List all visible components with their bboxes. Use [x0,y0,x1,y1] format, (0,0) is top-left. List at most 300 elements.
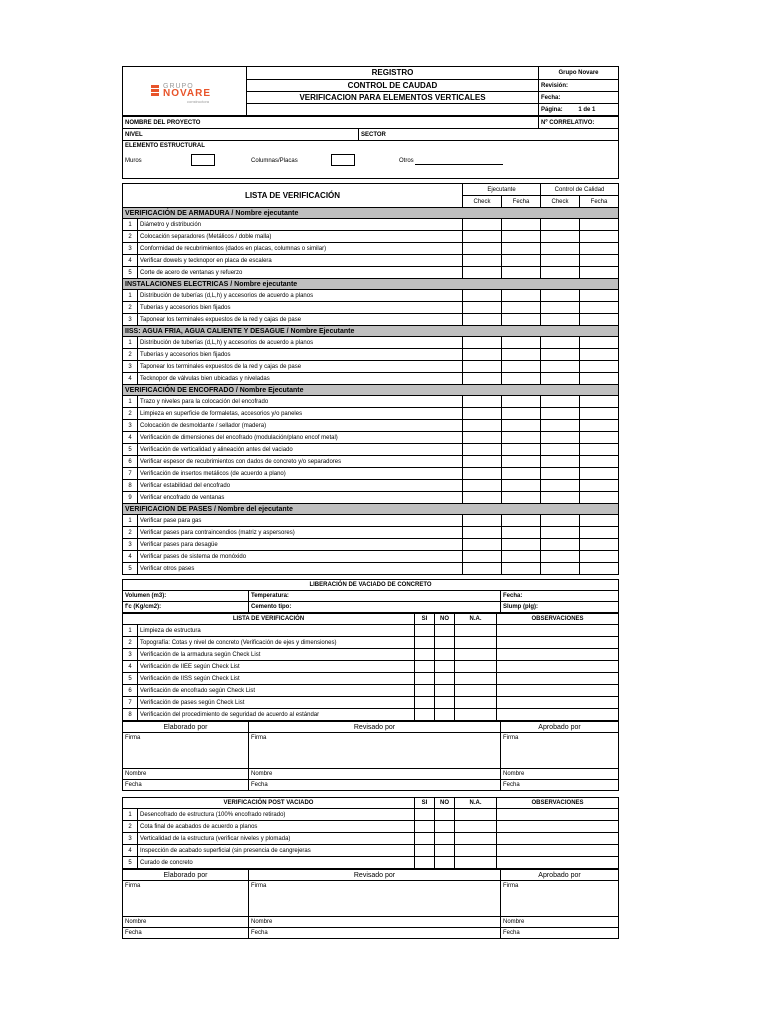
firma-label: Firma [251,735,267,741]
qc-check-cell[interactable] [541,255,580,267]
fecha-aprobado[interactable]: Fecha [501,780,619,791]
qc-fecha-cell[interactable] [580,349,619,361]
qc-fecha-cell[interactable] [580,337,619,349]
sector-label: SECTOR [359,129,619,141]
item-description: Inspección de acabado superficial (sin presencia de cangrejeras [138,845,415,857]
item-description: Tuberías y accesorios bien fijados [138,302,463,314]
si-cell[interactable] [415,673,435,685]
qc-check-cell[interactable] [541,468,580,480]
checklist-row [123,492,619,504]
item-description: Colocación separadores (Metálicos / doble malla) [138,231,463,243]
item-number: 5 [123,857,138,869]
qc-check-cell[interactable] [541,444,580,456]
lib-fecha-label: Fecha: [501,591,619,602]
ejec-check-cell[interactable] [463,551,502,563]
item-description: Verificar pases para desagüe [138,539,463,551]
item-description: Tecknopor de válvulas bien ubicadas y niveladas [138,373,463,385]
pagina-cell [539,104,619,116]
checklist-row [123,255,619,267]
no-cell[interactable] [435,673,455,685]
verification-row [123,637,619,649]
item-description: Limpieza de estructura [138,625,415,637]
item-description: Verificar pases de sistema de monóxido [138,551,463,563]
checklist-row [123,563,619,575]
si-cell[interactable] [415,845,435,857]
slump-label: Slump (plg): [501,602,619,613]
lib-obs-header: OBSERVACIONES [497,614,619,625]
ejec-check-cell[interactable] [463,396,502,408]
si-cell[interactable] [415,637,435,649]
ejec-check-cell[interactable] [463,527,502,539]
nombre-revisado[interactable]: Nombre [249,917,501,928]
checklist-row [123,349,619,361]
verification-row [123,661,619,673]
ejec-fecha-cell[interactable] [502,492,541,504]
ejec-check-cell[interactable] [463,302,502,314]
item-description: Verificación del procedimiento de seguridad de acuerdo al estándar [138,709,415,721]
firma-revisado[interactable] [249,881,501,917]
qc-check-cell[interactable] [541,456,580,468]
na-cell[interactable] [455,649,497,661]
ejecutante-header: Ejecutante [463,184,541,196]
na-cell[interactable] [455,685,497,697]
fecha-aprobado[interactable]: Fecha [501,928,619,939]
quality-control-form [122,66,618,939]
si-cell[interactable] [415,685,435,697]
qc-check-cell[interactable] [541,243,580,255]
item-number: 7 [123,468,138,480]
item-number: 5 [123,563,138,575]
ejec-check-cell[interactable] [463,539,502,551]
checklist-row [123,337,619,349]
item-description: Verificación de verticalidad y alineación antes del vaciado [138,444,463,456]
item-number: 2 [123,349,138,361]
section-title: IISS: AGUA FRIA, AGUA CALIENTE Y DESAGUE / Nombre Ejecutante [123,326,619,337]
item-number: 1 [123,809,138,821]
qc-fecha-cell[interactable] [580,444,619,456]
ejec-check-cell[interactable] [463,290,502,302]
checklist-row [123,432,619,444]
qc-fecha-cell[interactable] [580,456,619,468]
item-number: 1 [123,396,138,408]
ejec-check-cell[interactable] [463,432,502,444]
item-description: Verificación de encofrado según Check List [138,685,415,697]
revisado-label: Revisado por [249,722,501,733]
item-number: 8 [123,709,138,721]
item-description: Verificación de IIEE según Check List [138,661,415,673]
item-number: 5 [123,444,138,456]
qc-check-header: Check [541,196,580,208]
qc-fecha-cell[interactable] [580,480,619,492]
ejec-check-cell[interactable] [463,361,502,373]
post-si-header: SI [415,798,435,809]
ejec-check-cell[interactable] [463,337,502,349]
observaciones-cell[interactable] [497,857,619,869]
checklist-row [123,551,619,563]
na-cell[interactable] [455,661,497,673]
no-cell[interactable] [435,845,455,857]
item-number: 8 [123,480,138,492]
fecha-revisado[interactable]: Fecha [249,780,501,791]
nombre-aprobado[interactable]: Nombre [501,917,619,928]
item-number: 4 [123,661,138,673]
qc-fecha-cell[interactable] [580,515,619,527]
aprobado-label: Aprobado por [501,722,619,733]
firma-label: Firma [503,883,519,889]
ejec-check-cell[interactable] [463,255,502,267]
ejec-fecha-cell[interactable] [502,444,541,456]
item-number: 5 [123,267,138,279]
ejec-fecha-cell[interactable] [502,231,541,243]
ejec-fecha-cell[interactable] [502,290,541,302]
qc-check-cell[interactable] [541,314,580,326]
qc-fecha-cell[interactable] [580,527,619,539]
qc-check-cell[interactable] [541,337,580,349]
qc-fecha-cell[interactable] [580,492,619,504]
verification-row [123,625,619,637]
ejec-check-cell[interactable] [463,420,502,432]
qc-check-cell[interactable] [541,563,580,575]
na-cell[interactable] [455,697,497,709]
observaciones-cell[interactable] [497,649,619,661]
item-number: 3 [123,649,138,661]
section-title: VERIFICACIÓN DE ARMADURA / Nombre ejecutante [123,208,619,219]
firma-elaborado[interactable] [123,881,249,917]
verification-row [123,673,619,685]
elaborado-label: Elaborado por [123,722,249,733]
qc-fecha-cell[interactable] [580,539,619,551]
qc-check-cell[interactable] [541,420,580,432]
item-number: 4 [123,373,138,385]
section-title: VERIFICACIÓN DE ENCOFRADO / Nombre Ejecutante [123,385,619,396]
item-number: 4 [123,255,138,267]
verification-row [123,833,619,845]
ejec-fecha-cell[interactable] [502,267,541,279]
lib-no-header: NO [435,614,455,625]
no-cell[interactable] [435,809,455,821]
item-number: 3 [123,420,138,432]
checklist-row [123,290,619,302]
no-cell[interactable] [435,625,455,637]
qc-fecha-cell[interactable] [580,408,619,420]
ejec-check-cell[interactable] [463,515,502,527]
na-cell[interactable] [455,809,497,821]
section-header [123,208,619,219]
ejec-fecha-cell[interactable] [502,480,541,492]
ejec-fecha-cell[interactable] [502,551,541,563]
na-cell[interactable] [455,625,497,637]
item-number: 3 [123,539,138,551]
ejec-check-cell[interactable] [463,314,502,326]
qc-check-cell[interactable] [541,539,580,551]
ejec-check-cell[interactable] [463,231,502,243]
na-cell[interactable] [455,857,497,869]
ejec-check-cell[interactable] [463,243,502,255]
firma-aprobado[interactable] [501,733,619,769]
item-description: Verificación de IISS según Check List [138,673,415,685]
ejec-fecha-cell[interactable] [502,456,541,468]
ejec-fecha-cell[interactable] [502,420,541,432]
na-cell[interactable] [455,821,497,833]
qc-check-cell[interactable] [541,515,580,527]
post-na-header: N.A. [455,798,497,809]
qc-fecha-cell[interactable] [580,396,619,408]
qc-fecha-cell[interactable] [580,563,619,575]
qc-check-cell[interactable] [541,408,580,420]
item-description: Tuberías y accesorios bien fijados [138,349,463,361]
ejec-fecha-cell[interactable] [502,468,541,480]
ejec-fecha-cell[interactable] [502,539,541,551]
observaciones-cell[interactable] [497,625,619,637]
no-cell[interactable] [435,685,455,697]
qc-fecha-cell[interactable] [580,255,619,267]
section-header [123,385,619,396]
temperatura-label: Temperatura: [249,591,501,602]
qc-check-cell[interactable] [541,361,580,373]
elemento-label: ELEMENTO ESTRUCTURAL [125,143,205,149]
fecha-label: Fecha: [539,92,619,104]
fecha-elaborado[interactable]: Fecha [123,780,249,791]
qc-fecha-cell[interactable] [580,219,619,231]
si-cell[interactable] [415,661,435,673]
si-cell[interactable] [415,625,435,637]
proyecto-label: NOMBRE DEL PROYECTO [123,117,539,129]
ejec-check-cell[interactable] [463,219,502,231]
item-description: Corte de acero de ventanas y refuerzo [138,267,463,279]
qc-check-cell[interactable] [541,432,580,444]
item-number: 7 [123,697,138,709]
item-number: 1 [123,625,138,637]
cemento-label: Cemento tipo: [249,602,501,613]
qc-fecha-cell[interactable] [580,231,619,243]
columnas-checkbox[interactable] [331,154,355,166]
lib-na-header: N.A. [455,614,497,625]
observaciones-cell[interactable] [497,673,619,685]
signature-table-2 [122,869,619,939]
ejec-fecha-cell[interactable] [502,373,541,385]
post-title: VERIFICACIÓN POST VACIADO [123,798,415,809]
si-cell[interactable] [415,833,435,845]
na-cell[interactable] [455,845,497,857]
qc-fecha-cell[interactable] [580,302,619,314]
qc-check-cell[interactable] [541,267,580,279]
qc-check-cell[interactable] [541,551,580,563]
section-header [123,326,619,337]
verification-row [123,809,619,821]
na-cell[interactable] [455,833,497,845]
item-number: 2 [123,637,138,649]
item-description: Verticalidad de la estructura (verificar niveles y plomada) [138,833,415,845]
item-description: Verificar otros pases [138,563,463,575]
qc-check-cell[interactable] [541,349,580,361]
ejec-check-cell[interactable] [463,408,502,420]
ejec-check-cell[interactable] [463,373,502,385]
nombre-aprobado[interactable]: Nombre [501,769,619,780]
qc-fecha-header: Fecha [580,196,619,208]
ejec-check-cell[interactable] [463,444,502,456]
muros-checkbox[interactable] [191,154,215,166]
item-number: 1 [123,290,138,302]
verification-row [123,649,619,661]
firma-elaborado[interactable] [123,733,249,769]
ejec-check-cell[interactable] [463,468,502,480]
checklist-row [123,314,619,326]
item-description: Desencofrado de estructura (100% encofrado retirado) [138,809,415,821]
ejec-check-cell[interactable] [463,480,502,492]
item-description: Diámetro y distribución [138,219,463,231]
ejec-check-cell[interactable] [463,267,502,279]
observaciones-cell[interactable] [497,833,619,845]
no-cell[interactable] [435,649,455,661]
item-number: 2 [123,408,138,420]
observaciones-cell[interactable] [497,709,619,721]
ejec-fecha-cell[interactable] [502,563,541,575]
si-cell[interactable] [415,649,435,661]
section-title: VERIFICACION DE PASES / Nombre del ejecutante [123,504,619,515]
item-description: Trazo y niveles para la colocación del encofrado [138,396,463,408]
qc-check-cell[interactable] [541,527,580,539]
qc-fecha-cell[interactable] [580,243,619,255]
observaciones-cell[interactable] [497,637,619,649]
logo-text-novare: NOVARE [163,88,212,99]
qc-fecha-cell[interactable] [580,314,619,326]
checklist-row [123,444,619,456]
ejec-fecha-cell[interactable] [502,337,541,349]
firma-aprobado[interactable] [501,881,619,917]
ejec-fecha-cell[interactable] [502,361,541,373]
item-description: Topografía: Cotas y nivel de concreto (Verificación de ejes y dimensiones) [138,637,415,649]
qc-fecha-cell[interactable] [580,267,619,279]
checklist-row [123,515,619,527]
ejec-fecha-cell[interactable] [502,219,541,231]
qc-check-cell[interactable] [541,373,580,385]
firma-label: Firma [251,883,267,889]
na-cell[interactable] [455,709,497,721]
fc-label: f'c (Kg/cm2): [123,602,249,613]
ejec-fecha-cell[interactable] [502,255,541,267]
no-cell[interactable] [435,821,455,833]
ejec-fecha-cell[interactable] [502,302,541,314]
no-cell[interactable] [435,637,455,649]
item-description: Colocación de desmoldante / sellador (madera) [138,420,463,432]
item-description: Limpieza en superficie de formaletas, accesorios y/o paneles [138,408,463,420]
si-cell[interactable] [415,809,435,821]
checklist-row [123,302,619,314]
na-cell[interactable] [455,637,497,649]
ejec-check-cell[interactable] [463,349,502,361]
muros-label: Muros [125,158,142,164]
company-logo [123,67,247,116]
si-cell[interactable] [415,697,435,709]
firma-revisado[interactable] [249,733,501,769]
nombre-revisado[interactable]: Nombre [249,769,501,780]
si-cell[interactable] [415,821,435,833]
ejec-check-cell[interactable] [463,492,502,504]
no-cell[interactable] [435,857,455,869]
ejec-check-cell[interactable] [463,456,502,468]
signature-table-1 [122,721,619,791]
qc-check-cell[interactable] [541,290,580,302]
lib-list-title: LISTA DE VERIFICACIÓN [123,614,415,625]
no-cell[interactable] [435,661,455,673]
otros-field[interactable] [415,156,503,165]
no-cell[interactable] [435,709,455,721]
fecha-elaborado[interactable]: Fecha [123,928,249,939]
ejec-fecha-cell[interactable] [502,515,541,527]
section-header [123,279,619,290]
item-number: 4 [123,845,138,857]
si-cell[interactable] [415,857,435,869]
si-cell[interactable] [415,709,435,721]
fecha-revisado[interactable]: Fecha [249,928,501,939]
observaciones-cell[interactable] [497,821,619,833]
na-cell[interactable] [455,673,497,685]
nombre-elaborado[interactable]: Nombre [123,769,249,780]
checklist-row [123,480,619,492]
observaciones-cell[interactable] [497,661,619,673]
no-cell[interactable] [435,697,455,709]
checklist-table [122,183,619,575]
ejec-fecha-cell[interactable] [502,396,541,408]
verification-row [123,685,619,697]
observaciones-cell[interactable] [497,697,619,709]
checklist-row [123,527,619,539]
qc-fecha-cell[interactable] [580,420,619,432]
qc-check-cell[interactable] [541,302,580,314]
qc-fecha-cell[interactable] [580,468,619,480]
qc-fecha-cell[interactable] [580,290,619,302]
qc-fecha-cell[interactable] [580,432,619,444]
observaciones-cell[interactable] [497,809,619,821]
qc-check-cell[interactable] [541,396,580,408]
control-header: Control de Calidad [541,184,619,196]
revisado-label: Revisado por [249,870,501,881]
liberacion-title: LIBERACIÓN DE VACIADO DE CONCRETO [123,580,619,591]
item-description: Verificar espesor de recubrimientos con dados de concreto y/o separadores [138,456,463,468]
item-description: Verificación de pases según Check List [138,697,415,709]
ejec-fecha-cell[interactable] [502,243,541,255]
ejec-fecha-cell[interactable] [502,408,541,420]
correlativo-label: Nº CORRELATIVO: [539,117,619,129]
ejec-fecha-cell[interactable] [502,349,541,361]
nivel-label: NIVEL [123,129,359,141]
qc-fecha-cell[interactable] [580,373,619,385]
ejec-check-cell[interactable] [463,563,502,575]
item-number: 2 [123,231,138,243]
observaciones-cell[interactable] [497,845,619,857]
item-description: Conformidad de recubrimientos (dados en placas, columnas o similar) [138,243,463,255]
nombre-elaborado[interactable]: Nombre [123,917,249,928]
verification-row [123,845,619,857]
qc-check-cell[interactable] [541,231,580,243]
section-title: INSTALACIONES ELECTRICAS / Nombre ejecutante [123,279,619,290]
observaciones-cell[interactable] [497,685,619,697]
qc-check-cell[interactable] [541,219,580,231]
qc-fecha-cell[interactable] [580,551,619,563]
qc-check-cell[interactable] [541,480,580,492]
ejec-fecha-cell[interactable] [502,432,541,444]
ejec-fecha-cell[interactable] [502,527,541,539]
qc-check-cell[interactable] [541,492,580,504]
post-no-header: NO [435,798,455,809]
item-description: Cota final de acabados de acuerdo a planos [138,821,415,833]
qc-fecha-cell[interactable] [580,361,619,373]
item-number: 5 [123,673,138,685]
ejec-fecha-cell[interactable] [502,314,541,326]
item-description: Verificar estabilidad del encofrado [138,480,463,492]
volumen-label: Volumen (m3): [123,591,249,602]
no-cell[interactable] [435,833,455,845]
